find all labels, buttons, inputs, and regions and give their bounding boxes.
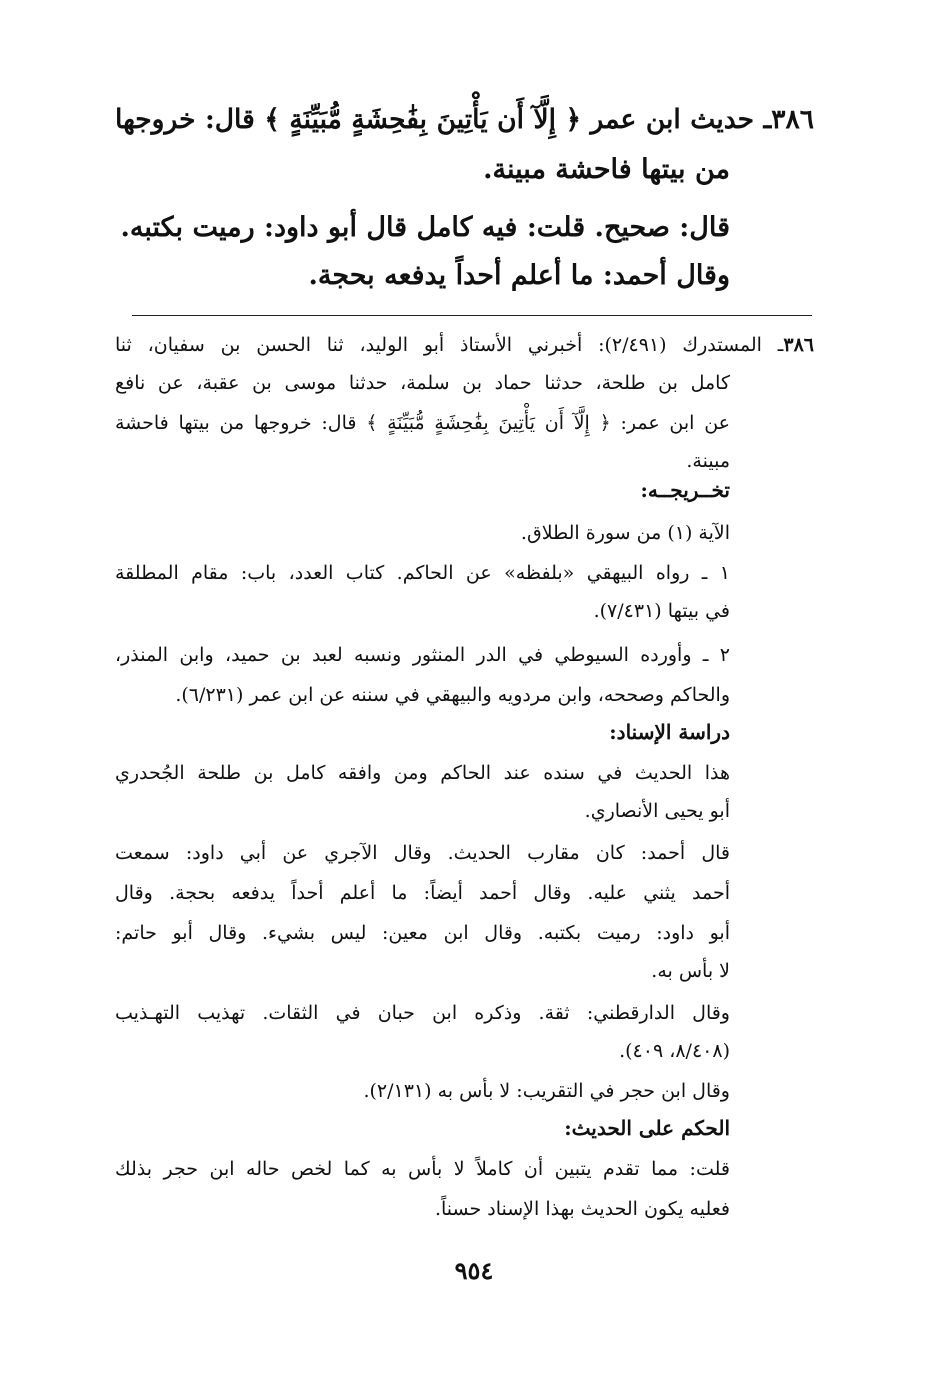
footnote-number: ٣٨٦ <box>783 334 814 356</box>
footnote-line-19: قلت: مما تقدم يتبين أن كاملاً لا بأس به كما لخص حاله ابن حجر بذلك <box>115 1158 730 1180</box>
footnote-line-2: كامل بن طلحة، حدثنا حماد بن سلمة، حدثنا موسى بن عقبة، عن نافع <box>115 372 730 394</box>
footnote-separator <box>132 315 812 316</box>
footnote-line-14: أبو داود: رميت بكتبه. وقال ابن معين: ليس بشيء. وقال أبو حاتم: <box>115 922 730 944</box>
isnad-heading: دراسة الإسناد: <box>609 720 730 744</box>
main-text-line-1 <box>115 104 814 135</box>
footnote-line-10: هذا الحديث في سنده عند الحاكم ومن وافقه كامل بن طلحة الجُحدري <box>115 762 730 784</box>
hadith-number: ٣٨٦ <box>771 104 814 135</box>
main-text-line-1-body: ـ حديث ابن عمر ﴿ إِلَّآ أَن يَأْتِينَ بِفَٰحِشَةٍ مُّبَيِّنَةٍ ﴾ قال: خروجها <box>115 104 772 135</box>
footnote-line-6: ١ ـ رواه البيهقي «بلفظه» عن الحاكم. كتاب العدد، باب: مقام المطلقة <box>115 562 730 584</box>
footnote-line-15: لا بأس به. <box>651 960 730 982</box>
footnote-line-1-body: ـ المستدرك (٢/٤٩١): أخبرني الأستاذ أبو الوليد، ثنا الحسن بن سفيان، ثنا <box>115 334 784 356</box>
footnote-line-16: وقال الدارقطني: ثقة. وذكره ابن حبان في الثقات. تهذيب التهـذيب <box>115 1002 730 1024</box>
footnote-line-4: مبينة. <box>686 450 730 472</box>
main-text-line-3: قال: صحيح. قلت: فيه كامل قال أبو داود: رميت بكتبه. <box>120 212 730 243</box>
footnote-line-8: ٢ ـ وأورده السيوطي في الدر المنثور ونسبه لعبد بن حميد، وابن المنذر، <box>115 644 730 666</box>
takhrij-heading: تخــريجــه: <box>640 478 730 502</box>
footnote-line-9: والحاكم وصححه، وابن مردويه والبيهقي في سننه عن ابن عمر (٦/٢٣١). <box>175 684 730 706</box>
footnote-line-13: أحمد يثني عليه. وقال أحمد أيضاً: ما أعلم أحداً يدفعه بحجة. وقال <box>115 882 730 904</box>
main-text-line-4: وقال أحمد: ما أعلم أحداً يدفعه بحجة. <box>308 260 730 291</box>
footnote-line-1 <box>115 334 814 356</box>
footnote-line-17: (٨/٤٠٨، ٤٠٩). <box>619 1040 730 1062</box>
footnote-line-18: وقال ابن حجر في التقريب: لا بأس به (٢/١٣١). <box>363 1080 730 1102</box>
main-text-line-2: من بيتها فاحشة مبينة. <box>483 154 730 185</box>
footnote-line-12: قال أحمد: كان مقارب الحديث. وقال الآجري عن أبي داود: سمعت <box>115 842 730 864</box>
page-number: ٩٥٤ <box>454 1256 494 1285</box>
footnote-line-11: أبو يحيى الأنصاري. <box>584 800 730 822</box>
footnote-line-5: الآية (١) من سورة الطلاق. <box>520 522 730 544</box>
footnote-line-3: عن ابن عمر: ﴿ إِلَّآ أَن يَأْتِينَ بِفَٰحِشَةٍ مُّبَيِّنَةٍ ﴾ قال: خروجها من بيتها فاحشة <box>115 412 730 434</box>
footnote-line-20: فعليه يكون الحديث بهذا الإسناد حسناً. <box>434 1198 730 1220</box>
hukm-heading: الحكم على الحديث: <box>564 1116 730 1140</box>
footnote-line-7: في بيتها (٧/٤٣١). <box>593 600 730 622</box>
